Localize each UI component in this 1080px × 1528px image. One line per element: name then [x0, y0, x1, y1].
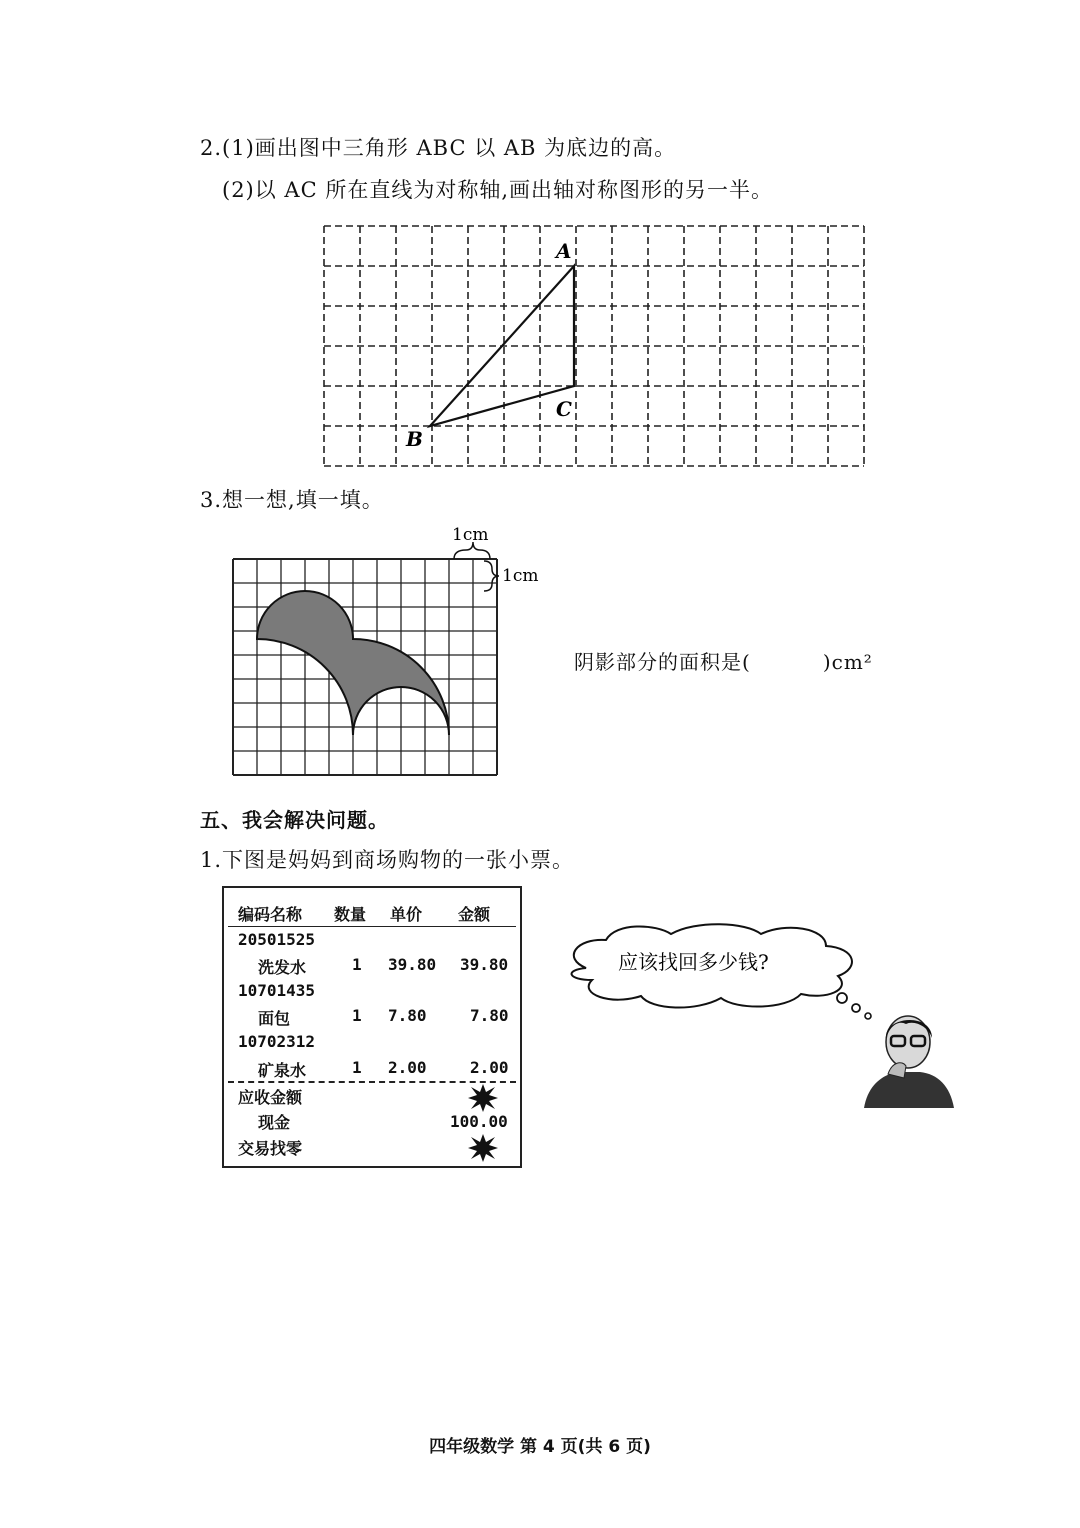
- shaded-area-figure: [220, 522, 540, 784]
- item-price: 39.80: [388, 955, 437, 974]
- item-amount: 7.80: [470, 1006, 509, 1025]
- change-label: 交易找零: [238, 1139, 303, 1158]
- receipt-header-rule: [228, 926, 516, 927]
- cash-label: 现金: [258, 1113, 291, 1132]
- receipt-total-rule: [228, 1081, 516, 1083]
- point-a-label: A: [556, 239, 572, 263]
- item-price: 7.80: [388, 1006, 427, 1025]
- item-amount: 39.80: [460, 955, 509, 974]
- q2-part1: 2.(1)画出图中三角形 ABC 以 AB 为底边的高。: [200, 136, 677, 160]
- q2-part2: (2)以 AC 所在直线为对称轴,画出轴对称图形的另一半。: [222, 178, 774, 202]
- unit-top-label: 1cm: [452, 525, 489, 545]
- item-name: 面包: [258, 1009, 291, 1028]
- answer-suffix: )cm²: [822, 650, 873, 674]
- point-b-label: B: [406, 427, 423, 451]
- section5-q1: 1.下图是妈妈到商场购物的一张小票。: [200, 848, 575, 872]
- answer-prefix: 阴影部分的面积是(: [574, 650, 751, 674]
- item-name: 矿泉水: [258, 1061, 307, 1080]
- unit-right-label: 1cm: [502, 566, 539, 586]
- section5-title: 五、我会解决问题。: [200, 808, 389, 832]
- receipt-header-amount: 金额: [458, 905, 491, 924]
- item-qty: 1: [352, 955, 362, 974]
- item-code: 20501525: [238, 930, 316, 949]
- item-qty: 1: [352, 1006, 362, 1025]
- boy-body: [864, 1072, 954, 1108]
- point-c-label: C: [556, 397, 572, 421]
- dashed-grid: [324, 226, 864, 466]
- receipt-header-qty: 数量: [334, 905, 367, 924]
- q3-title: 3.想一想,填一填。: [200, 488, 384, 512]
- bubble-dot: [837, 993, 847, 1003]
- thought-bubble: [556, 918, 874, 1022]
- item-amount: 2.00: [470, 1058, 509, 1077]
- triangle-grid: [318, 218, 868, 474]
- item-code: 10701435: [238, 981, 316, 1000]
- thinking-boy-illustration: [858, 1008, 958, 1112]
- item-qty: 1: [352, 1058, 362, 1077]
- receipt-header-name: 编码名称: [238, 905, 303, 924]
- item-name: 洗发水: [258, 958, 307, 977]
- ink-blot-icon: [468, 1134, 498, 1162]
- bubble-text: 应该找回多少钱?: [618, 950, 769, 974]
- ink-blot-icon: [468, 1084, 498, 1112]
- item-code: 10702312: [238, 1032, 316, 1051]
- cash-value: 100.00: [450, 1112, 508, 1131]
- receipt-header-price: 单价: [390, 905, 423, 924]
- page-footer: 四年级数学 第 4 页(共 6 页): [429, 1437, 651, 1457]
- receivable-label: 应收金额: [238, 1088, 303, 1107]
- q3-answer: [574, 646, 873, 675]
- receipt: [222, 886, 522, 1168]
- item-price: 2.00: [388, 1058, 427, 1077]
